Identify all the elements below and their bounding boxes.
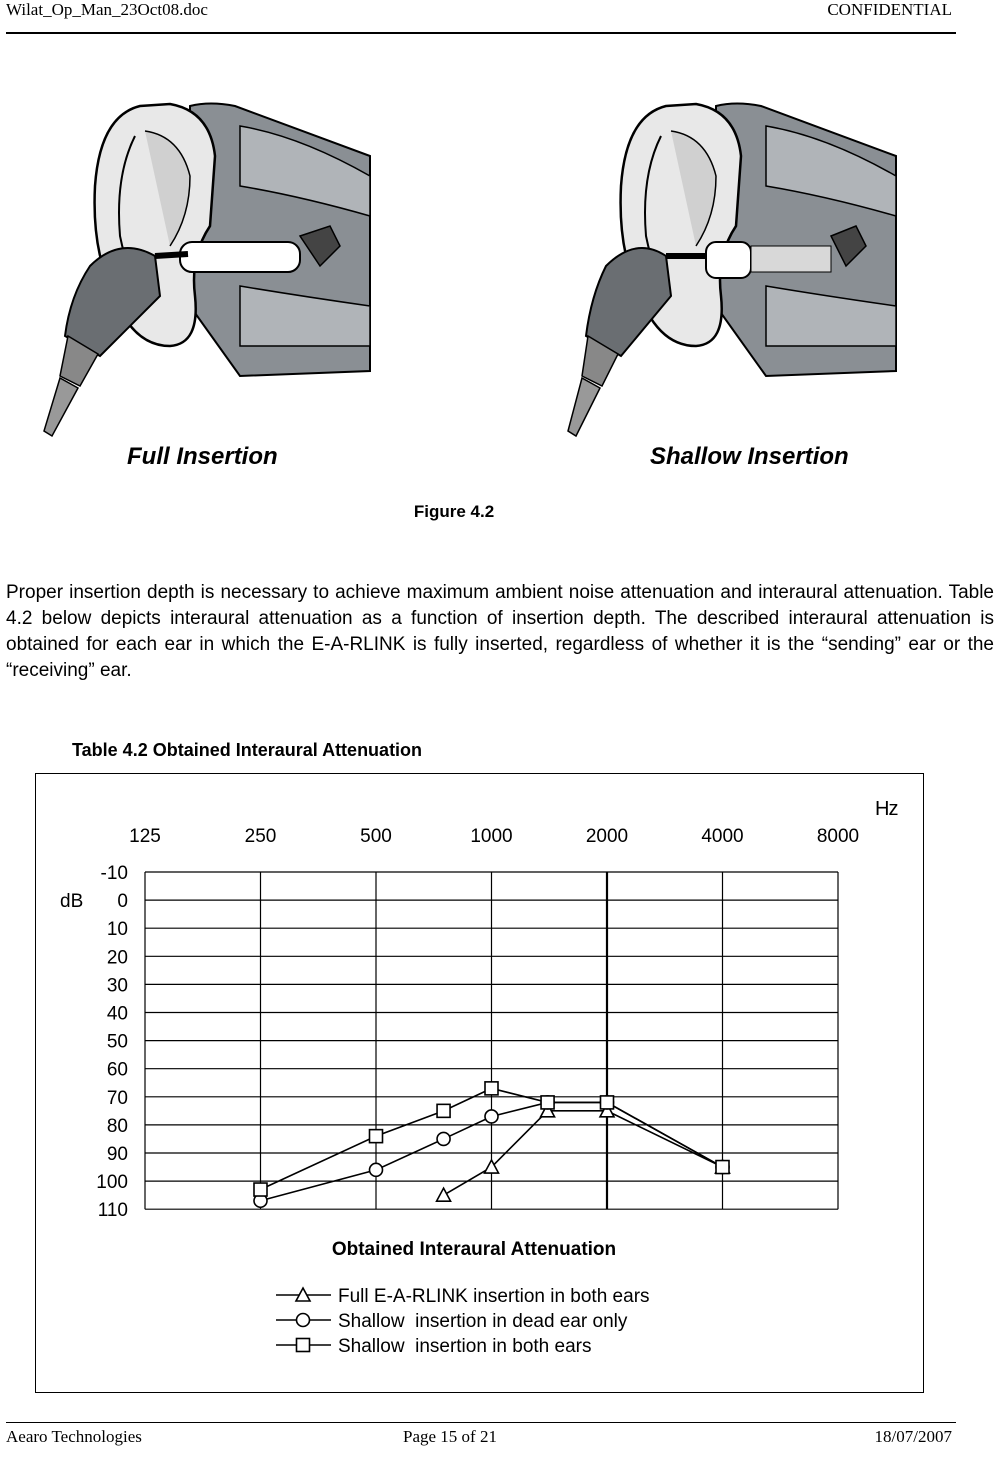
square-marker — [297, 1339, 310, 1352]
x-tick-label: 500 — [360, 826, 392, 847]
y-axis-unit-label: dB — [60, 891, 84, 912]
legend-item — [276, 1311, 628, 1332]
x-tick-label: 4000 — [701, 826, 744, 847]
full-insertion-caption: Full Insertion — [127, 443, 278, 470]
footer-page-number: Page 15 of 21 — [403, 1427, 497, 1446]
chart-legend — [276, 1286, 650, 1357]
legend-label: Shallow insertion in both ears — [338, 1336, 592, 1357]
y-tick-label: 100 — [96, 1172, 128, 1194]
x-tick-label: 8000 — [816, 826, 860, 847]
square-marker — [485, 1082, 498, 1095]
circle-marker — [437, 1132, 450, 1145]
x-tick-label: 250 — [244, 826, 277, 847]
circle-marker — [370, 1163, 383, 1176]
page-footer — [6, 1422, 956, 1463]
doc-name: Wilat_Op_Man_23Oct08.doc — [6, 0, 208, 19]
y-tick-label: 90 — [106, 1144, 128, 1165]
y-tick-label: 30 — [106, 975, 128, 997]
legend-item — [276, 1336, 591, 1357]
square-marker — [601, 1096, 614, 1109]
y-tick-label: 80 — [106, 1115, 128, 1137]
x-axis-unit-label: Hz — [875, 798, 898, 820]
square-marker — [437, 1104, 450, 1117]
y-tick-label: 10 — [106, 919, 128, 941]
x-tick-label: 125 — [129, 826, 161, 847]
square-marker — [716, 1161, 729, 1174]
square-marker — [541, 1096, 554, 1109]
legend-label: Full E-A-RLINK insertion in both ears — [338, 1286, 650, 1307]
legend-item — [276, 1286, 650, 1307]
footer-company: Aearo Technologies — [6, 1427, 142, 1446]
figure-label: Figure 4.2 — [413, 502, 495, 521]
legend-label: Shallow insertion in dead ear only — [338, 1311, 628, 1332]
y-tick-label: 70 — [106, 1087, 128, 1109]
x-tick-labels — [129, 826, 859, 847]
square-marker — [254, 1183, 267, 1196]
y-tick-labels — [96, 863, 128, 1221]
chart-title: Obtained Interaural Attenuation — [331, 1239, 617, 1260]
shallow-insertion-caption: Shallow Insertion — [650, 443, 849, 470]
x-tick-label: 1000 — [470, 826, 513, 847]
y-tick-label: 20 — [106, 947, 128, 969]
y-tick-label: 60 — [106, 1059, 128, 1081]
y-tick-label: 110 — [97, 1200, 128, 1222]
y-tick-label: -10 — [100, 863, 128, 884]
circle-marker — [485, 1110, 498, 1123]
circle-marker — [297, 1314, 310, 1327]
classification-label: CONFIDENTIAL — [827, 0, 952, 19]
footer-date: 18/07/2007 — [874, 1427, 952, 1446]
triangle-marker — [437, 1188, 451, 1201]
y-tick-label: 0 — [117, 891, 128, 913]
table-title: Table 4.2 Obtained Interaural Attenuation — [72, 740, 423, 760]
y-tick-label: 50 — [106, 1031, 128, 1053]
x-tick-label: 2000 — [585, 826, 629, 847]
square-marker — [370, 1130, 383, 1143]
body-paragraph: Proper insertion depth is necessary to achieve maximum ambient noise attenuation and interaural attenuation. Table 4.2 below depicts interaural attenuation as a function of insertion depth. The described interaural attenuation is obtained for each ear in which the E-A-RLINK is fully inserted, regardless of whether it is the “sending” ear or the “receiving” ear. — [6, 582, 994, 681]
y-tick-label: 40 — [106, 1003, 128, 1025]
